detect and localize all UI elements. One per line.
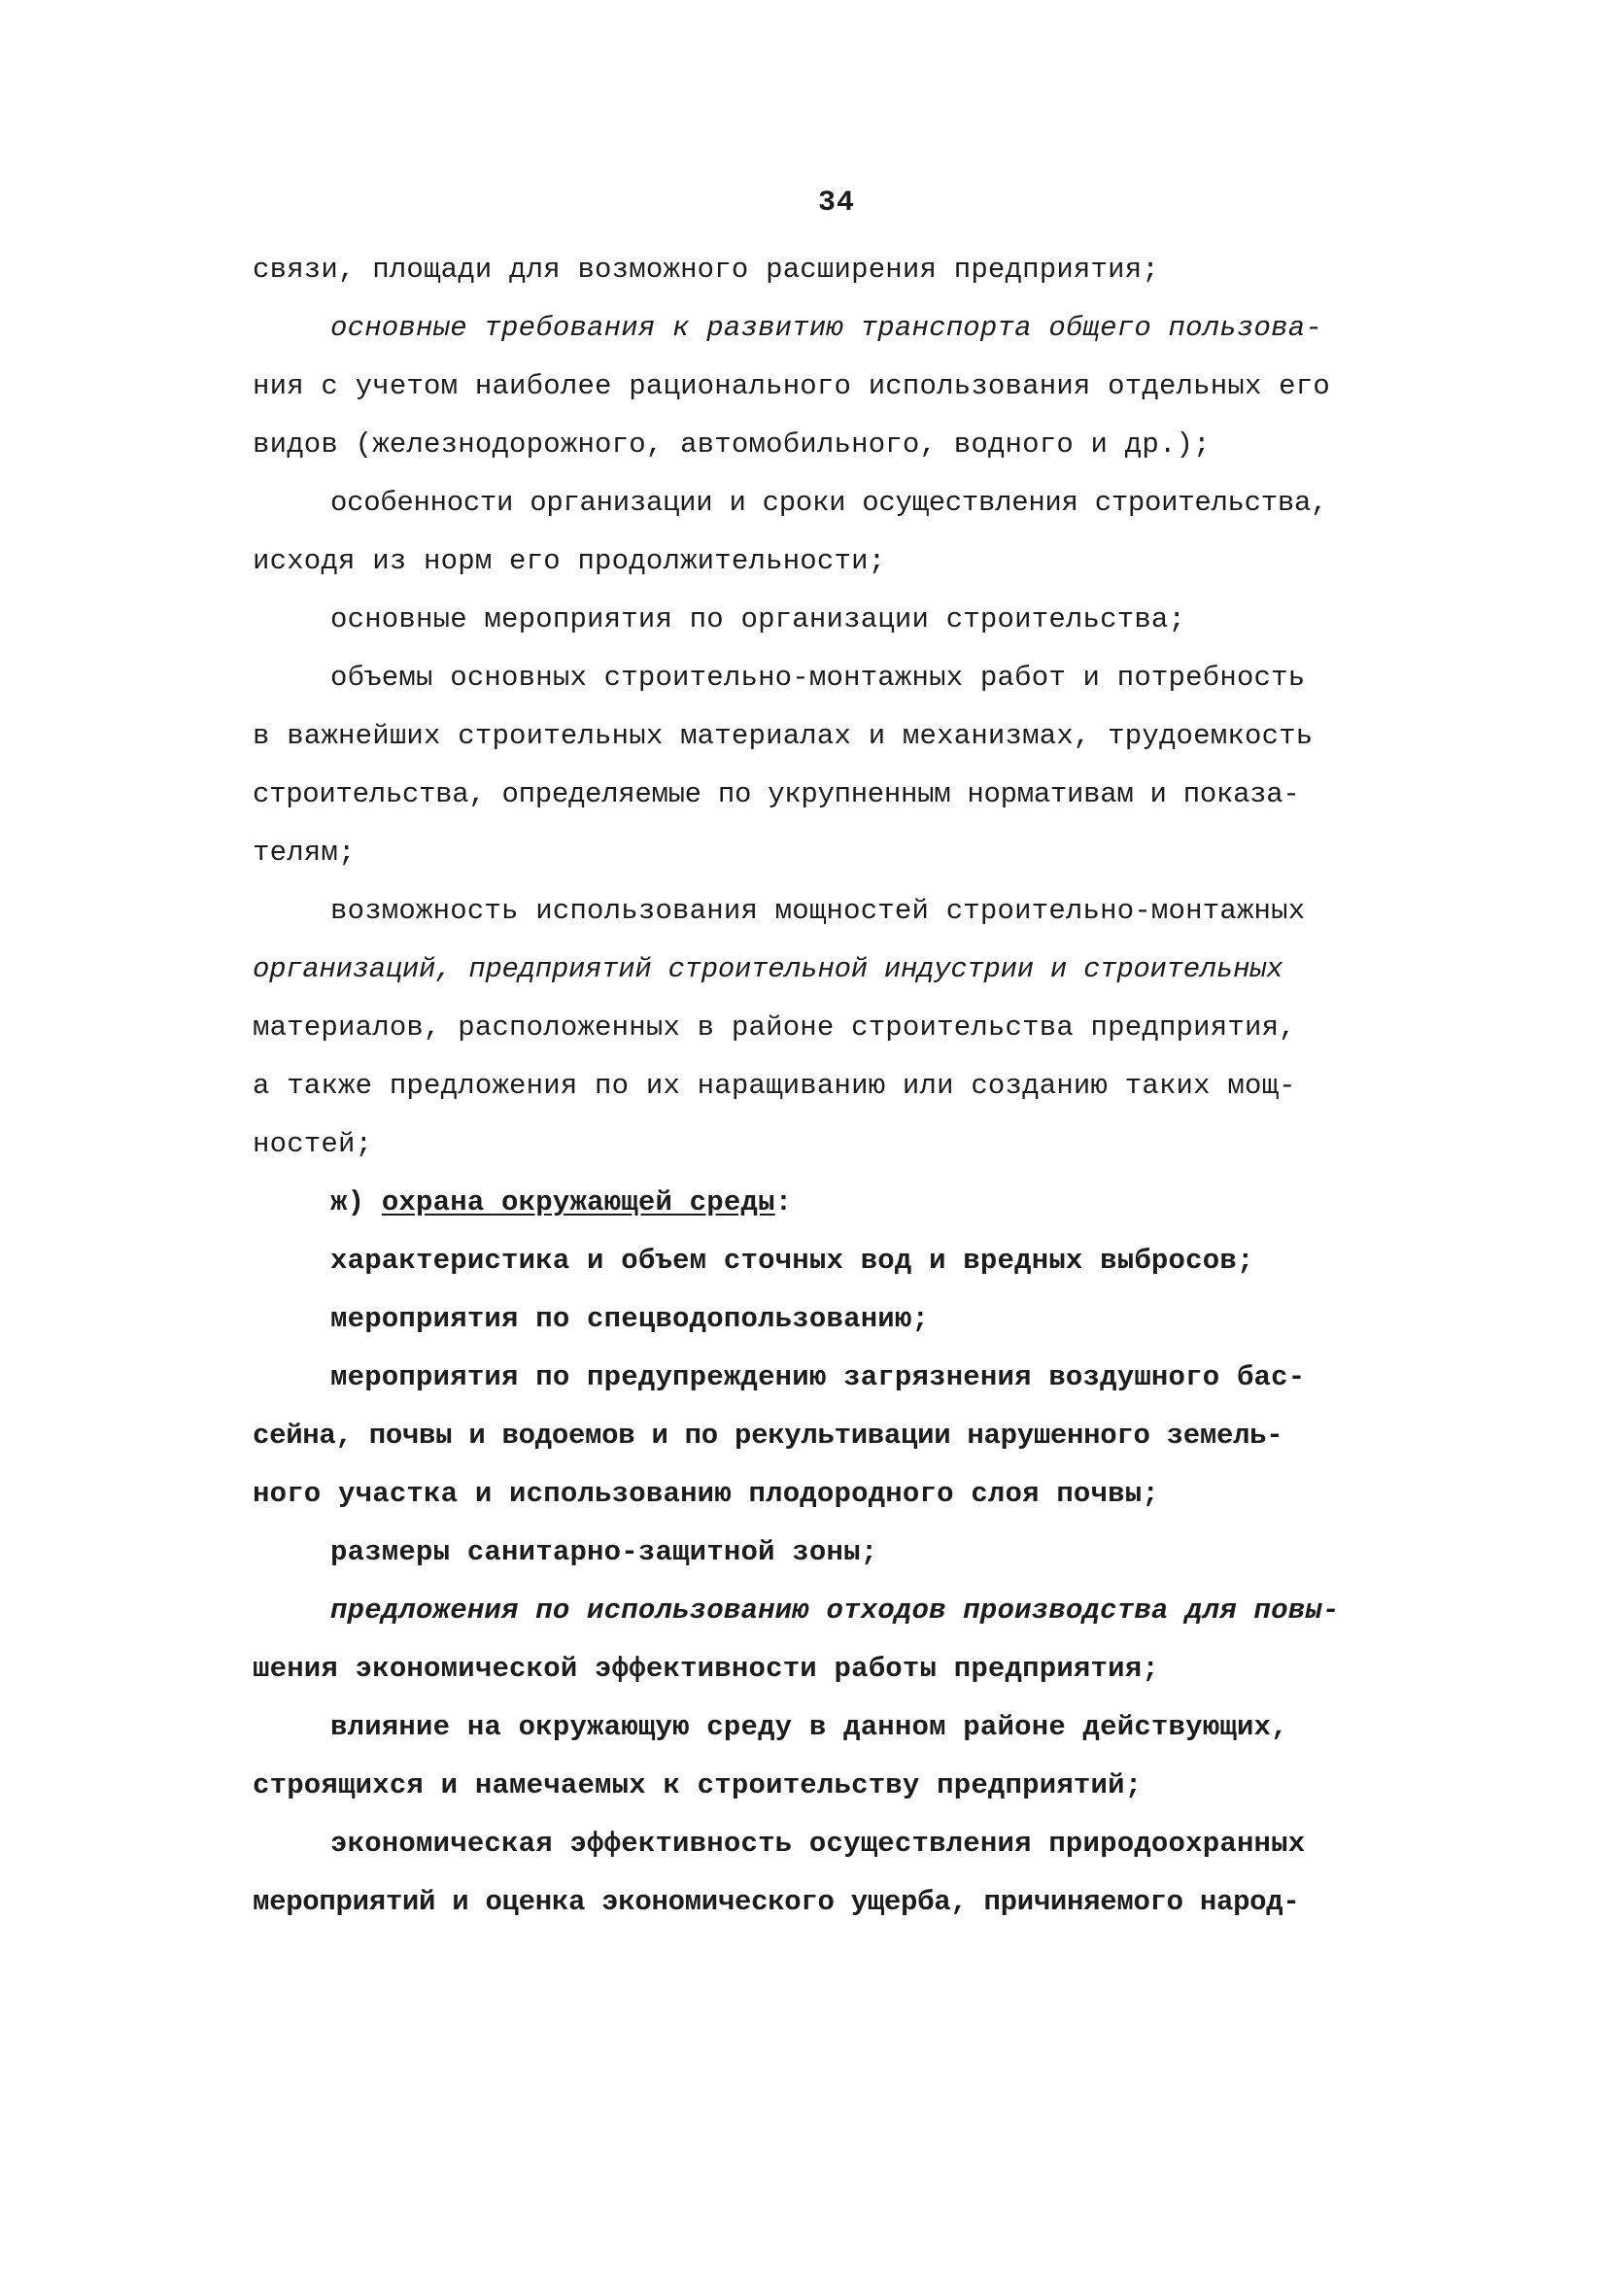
text-line: основные мероприятия по организации строительства; bbox=[330, 603, 1186, 635]
text-line: ностей; bbox=[253, 1128, 373, 1160]
text-line: влияние на окружающую среду в данном районе действующих, bbox=[330, 1711, 1288, 1743]
text-line: в важнейших строительных материалах и механизмах, трудоемкость bbox=[253, 720, 1314, 752]
text-line: основные требования к развитию транспорта общего пользова- bbox=[330, 312, 1322, 344]
text-line: возможность использования мощностей строительно-монтажных bbox=[330, 895, 1306, 927]
text-line: организаций, предприятий строительной индустрии и строительных bbox=[253, 953, 1283, 985]
text-line: мероприятия по спецводопользованию; bbox=[330, 1303, 930, 1335]
section-heading-line bbox=[253, 1174, 1438, 1232]
text-line: телям; bbox=[253, 837, 356, 869]
text-line: шения экономической эффективности работы предприятия; bbox=[253, 1653, 1159, 1685]
text-line: исходя из норм его продолжительности; bbox=[253, 545, 886, 577]
text-line: характеристика и объем сточных вод и вредных выбросов; bbox=[330, 1245, 1254, 1277]
page-number: 34 bbox=[818, 187, 856, 220]
text-line: мероприятий и оценка экономического ущерба, причиняемого народ- bbox=[253, 1886, 1300, 1918]
text-line: размеры санитарно-защитной зоны; bbox=[330, 1536, 878, 1568]
text-line: видов (железнодорожного, автомобильного, водного и др.); bbox=[253, 428, 1211, 461]
body-text bbox=[253, 241, 1438, 1932]
section-marker: ж) bbox=[330, 1186, 365, 1218]
text-line: а также предложения по их наращиванию или созданию таких мощ- bbox=[253, 1070, 1296, 1102]
text-line: мероприятия по предупреждению загрязнения воздушного бас- bbox=[330, 1361, 1306, 1393]
text-line: сейна, почвы и водоемов и по рекультивации нарушенного земель- bbox=[253, 1420, 1283, 1452]
text-line: предложения по использованию отходов производства для повы- bbox=[330, 1594, 1340, 1627]
text-line: объемы основных строительно-монтажных работ и потребность bbox=[330, 662, 1306, 694]
text-line: ного участка и использованию плодородного слоя почвы; bbox=[253, 1478, 1159, 1510]
text-line: экономическая эффективность осуществления природоохранных bbox=[330, 1828, 1306, 1860]
text-line: строительства, определяемые по укрупненным нормативам и показа- bbox=[253, 778, 1300, 810]
section-heading: охрана окружающей среды bbox=[381, 1186, 775, 1218]
text-line: ния с учетом наиболее рационального использования отдельных его bbox=[253, 370, 1330, 402]
section-heading-colon: : bbox=[774, 1186, 793, 1218]
text-line: материалов, расположенных в районе строительства предприятия, bbox=[253, 1011, 1296, 1044]
text-line: строящихся и намечаемых к строительству предприятий; bbox=[253, 1769, 1143, 1801]
text-line: связи, площади для возможного расширения предприятия; bbox=[253, 254, 1159, 286]
text-line: особенности организации и сроки осуществления строительства, bbox=[330, 487, 1328, 519]
